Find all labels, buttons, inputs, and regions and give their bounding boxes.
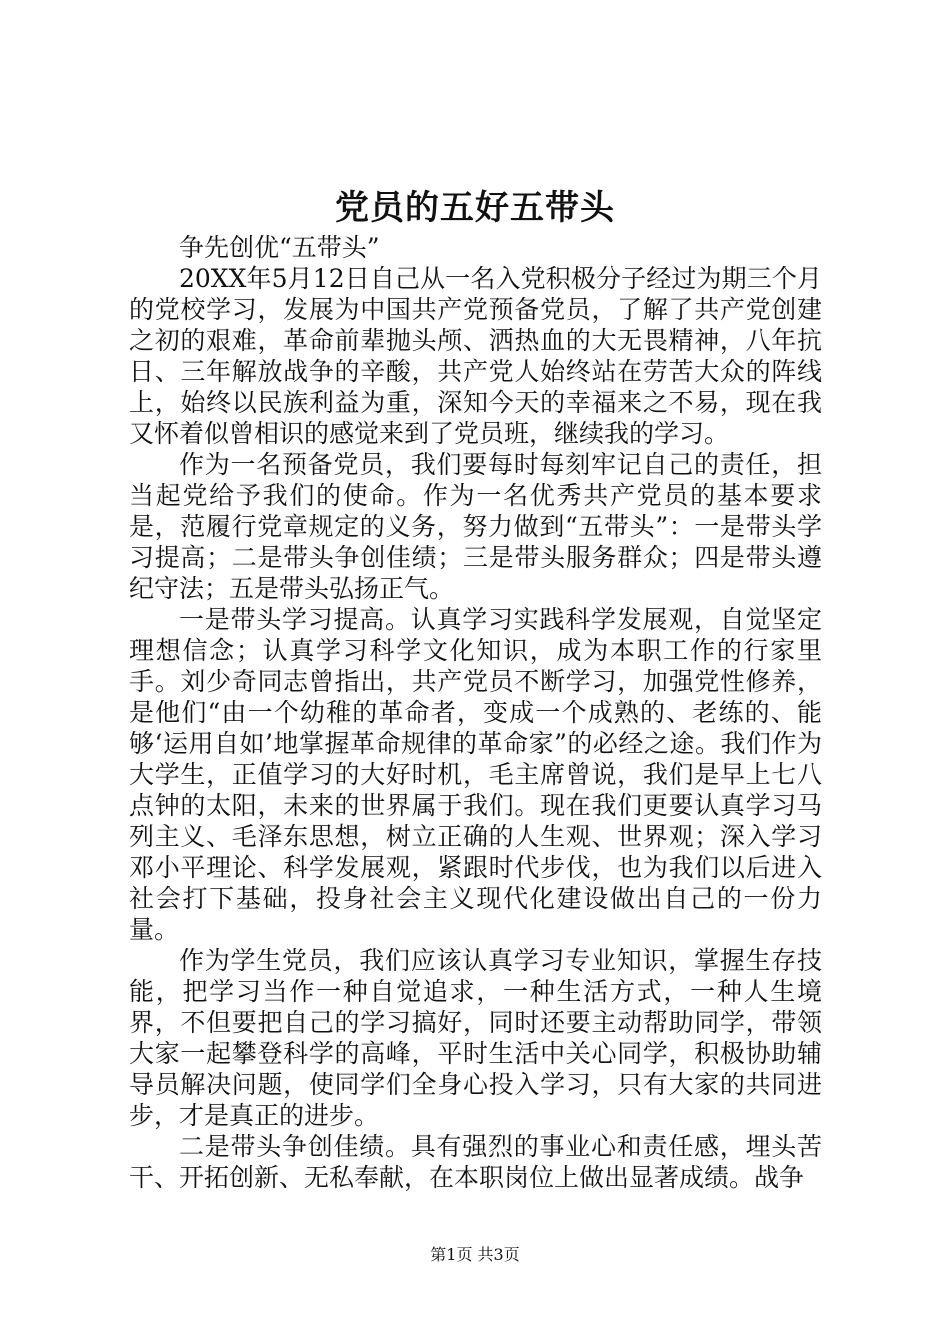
- paragraph-subtitle: 争先创优“五带头”: [179, 233, 380, 262]
- document-body: [129, 232, 822, 1193]
- paragraph-five-leads: 作为一名预备党员，我们要每时每刻牢记自己的责任，担当起党给予我们的使命。作为一名优秀共产党员的基本要求是，范履行党章规定的义务，努力做到“五带头”：一是带头学习提高；二是带头争创佳绩；三是带头服务群众；四是带头遵纪守法；五是带头弘扬正气。: [129, 450, 822, 603]
- page-number-footer: 第1页 共3页: [430, 1245, 520, 1264]
- paragraph-lead-study: 一是带头学习提高。认真学习实践科学发展观，自觉坚定理想信念；认真学习科学文化知识，成为本职工作的行家里手。刘少奇同志曾指出，共产党员不断学习，加强党性修养，是他们“由一个幼稚的革命者，变成一个成熟的、老练的、能够‘运用自如’地掌握革命规律的革命家”的必经之途。我们作为大学生，正值学习的大好时机，毛主席曾说，我们是早上七八点钟的太阳，未来的世界属于我们。现在我们更要认真学习马列主义、毛泽东思想，树立正确的人生观、世界观；深入学习邓小平理论、科学发展观，紧跟时代步伐，也为我们以后进入社会打下基础，投身社会主义现代化建设做出自己的一份力量。: [129, 605, 822, 944]
- paragraph-student-member: 作为学生党员，我们应该认真学习专业知识，掌握生存技能，把学习当作一种自觉追求，一种生活方式，一种人生境界，不但要把自己的学习搞好，同时还要主动帮助同学，带领大家一起攀登科学的高峰，平时生活中关心同学，积极协助辅导员解决问题，使同学们全身心投入学习，只有大家的共同进步，才是真正的进步。: [129, 946, 822, 1130]
- paragraph-intro: 20XX年5月12日自己从一名入党积极分子经过为期三个月的党校学习，发展为中国共产党预备党员，了解了共产党创建之初的艰难，革命前辈抛头颅、洒热血的大无畏精神，八年抗日、三年解放战争的辛酸，共产党人始终站在劳苦大众的阵线上，始终以民族利益为重，深知今天的幸福来之不易，现在我又怀着似曾相识的感觉来到了党员班，继续我的学习。: [129, 264, 822, 448]
- document-title: 党员的五好五带头: [335, 188, 615, 228]
- paragraph-lead-achievement: 二是带头争创佳绩。具有强烈的事业心和责任感，埋头苦干、开拓创新、无私奉献，在本职岗位上做出显著成绩。战争: [129, 1132, 822, 1192]
